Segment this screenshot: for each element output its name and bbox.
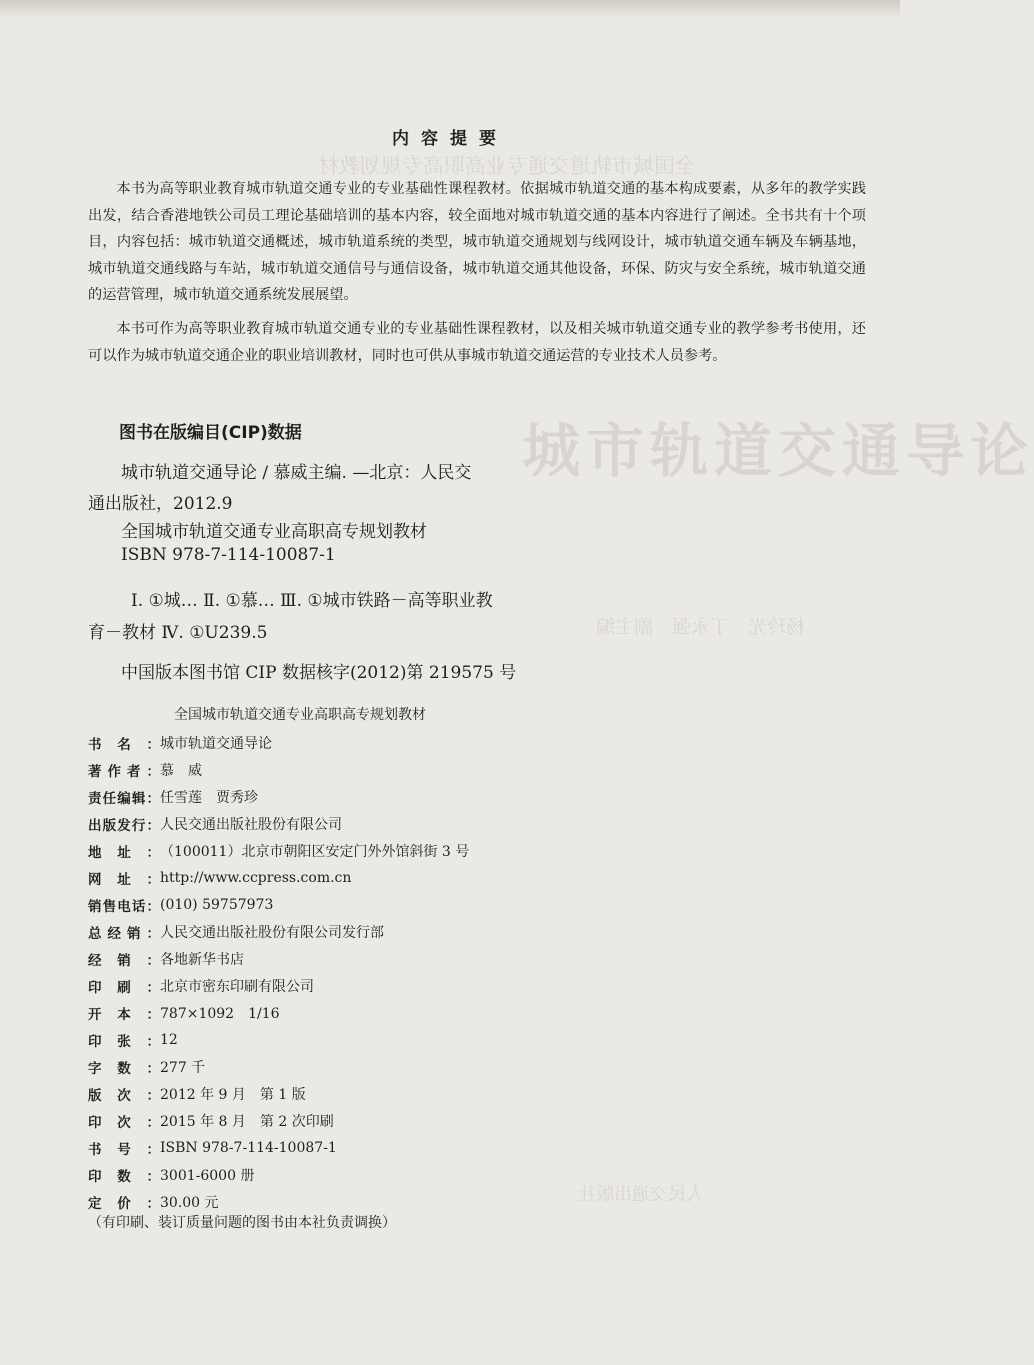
page-top-edge xyxy=(0,0,900,18)
colophon-row-publisher xyxy=(88,810,469,837)
cip-line-publisher: 通出版社，2012.9 xyxy=(88,494,233,514)
colophon-value: 各地新华书店 xyxy=(160,951,244,968)
colophon-value: （100011）北京市朝阳区安定门外外馆斜街 3 号 xyxy=(160,843,470,860)
colophon-label: 印张： xyxy=(88,1033,160,1050)
colophon-label: 地址： xyxy=(88,844,160,861)
colophon-row-title xyxy=(88,729,469,756)
cip-line-isbn: ISBN 978-7-114-10087-1 xyxy=(121,545,336,565)
colophon-label: 书名： xyxy=(88,736,160,753)
colophon-label: 印次： xyxy=(88,1114,160,1131)
showthrough-title: 城市轨道交通导论 xyxy=(522,417,1034,485)
colophon-row-price xyxy=(88,1188,469,1215)
colophon-row-retailer xyxy=(88,945,469,972)
colophon-value: 12 xyxy=(160,1031,178,1048)
colophon-row-printer xyxy=(88,972,469,999)
colophon-row-website xyxy=(88,864,469,891)
abstract-paragraph-2: 本书可作为高等职业教育城市轨道交通专业的专业基础性课程教材，以及相关城市轨道交通专业的教学参考书使用，还可以作为城市轨道交通企业的职业培训教材，同时也可供从事城市轨道交通运营的专业技术人员参考。 xyxy=(88,321,866,364)
colophon-value: 2012 年 9 月 第 1 版 xyxy=(160,1086,306,1103)
colophon-row-word-count xyxy=(88,1053,469,1080)
colophon-value: 2015 年 8 月 第 2 次印刷 xyxy=(160,1113,334,1130)
colophon-value: 277 千 xyxy=(160,1059,206,1076)
colophon-row-address xyxy=(88,837,469,864)
colophon-label: 字数： xyxy=(88,1060,160,1077)
colophon-row-format xyxy=(88,999,469,1026)
abstract-paragraph-1: 本书为高等职业教育城市轨道交通专业的专业基础性课程教材。依据城市轨道交通的基本构成要素，从多年的教学实践出发，结合香港地铁公司员工理论基础培训的基本内容，较全面地对城市轨道交通的基本内容进行了阐述。全书共有十个项目，内容包括：城市轨道交通概述，城市轨道系统的类型，城市轨道交通规划与线网设计，城市轨道交通车辆及车辆基地，城市轨道交通线路与车站，城市轨道交通信号与通信设备，城市轨道交通其他设备，环保、防灾与安全系统，城市轨道交通的运营管理，城市轨道交通系统发展展望。 xyxy=(88,181,866,303)
colophon-series: 全国城市轨道交通专业高职高专规划教材 xyxy=(174,707,426,723)
colophon-label: 版次： xyxy=(88,1087,160,1104)
colophon-label: 著作者： xyxy=(88,763,160,780)
colophon-value: 30.00 元 xyxy=(160,1194,219,1211)
colophon-value: 人民交通出版社股份有限公司 xyxy=(160,816,342,833)
showthrough-series: 全国城市轨道交通专业高职高专规划教材 xyxy=(318,154,696,178)
cip-heading: 图书在版编目(CIP)数据 xyxy=(119,423,302,443)
colophon-row-print-run xyxy=(88,1161,469,1188)
colophon-row-phone xyxy=(88,891,469,918)
colophon-value: ISBN 978-7-114-10087-1 xyxy=(160,1139,337,1156)
cip-line-series: 全国城市轨道交通专业高职高专规划教材 xyxy=(121,522,427,542)
colophon-label: 经销： xyxy=(88,952,160,969)
cip-line-subjects: Ⅰ. ①城… Ⅱ. ①慕… Ⅲ. ①城市铁路－高等职业教 xyxy=(131,591,493,611)
colophon-label: 印数： xyxy=(88,1168,160,1185)
colophon-row-impression xyxy=(88,1107,469,1134)
colophon-value: (010) 59757973 xyxy=(160,896,274,913)
colophon-row-author xyxy=(88,756,469,783)
colophon-value: 北京市密东印刷有限公司 xyxy=(160,978,314,995)
colophon-row-distributor xyxy=(88,918,469,945)
colophon-label: 网址： xyxy=(88,871,160,888)
colophon-label: 总经销： xyxy=(88,925,160,942)
abstract-title: 内容提要 xyxy=(392,129,508,149)
colophon-value: 任雪莲 贾秀珍 xyxy=(160,789,258,806)
colophon-row-sheets xyxy=(88,1026,469,1053)
cip-line-title: 城市轨道交通导论 / 慕威主编. —北京：人民交 xyxy=(121,463,472,483)
colophon-value: 3001-6000 册 xyxy=(160,1167,255,1184)
showthrough-publisher: 人民交通出版社 xyxy=(578,1184,704,1205)
colophon-value: 城市轨道交通导论 xyxy=(160,735,272,752)
colophon-row-isbn xyxy=(88,1134,469,1161)
colophon-table xyxy=(88,729,469,1215)
colophon-row-edition xyxy=(88,1080,469,1107)
colophon-label: 印刷： xyxy=(88,979,160,996)
colophon-value: 慕 威 xyxy=(160,762,202,779)
cip-line-classification: 育－教材 Ⅳ. ①U239.5 xyxy=(88,623,268,643)
colophon-label: 责任编辑： xyxy=(88,790,160,807)
colophon-value: 人民交通出版社股份有限公司发行部 xyxy=(160,924,384,941)
colophon-label: 开本： xyxy=(88,1006,160,1023)
quality-note: （有印刷、装订质量问题的图书由本社负责调换） xyxy=(88,1215,396,1231)
colophon-label: 书号： xyxy=(88,1141,160,1158)
colophon-row-editors xyxy=(88,783,469,810)
showthrough-names: 杨玲光 丁永强 副主编 xyxy=(596,616,806,638)
colophon-value: 787×1092 1/16 xyxy=(160,1005,280,1022)
colophon-label: 销售电话： xyxy=(88,898,160,915)
colophon-value: http://www.ccpress.com.cn xyxy=(160,869,352,886)
colophon-label: 出版发行： xyxy=(88,817,160,834)
cip-line-record-number: 中国版本图书馆 CIP 数据核字(2012)第 219575 号 xyxy=(121,663,517,683)
colophon-label: 定价： xyxy=(88,1195,160,1212)
